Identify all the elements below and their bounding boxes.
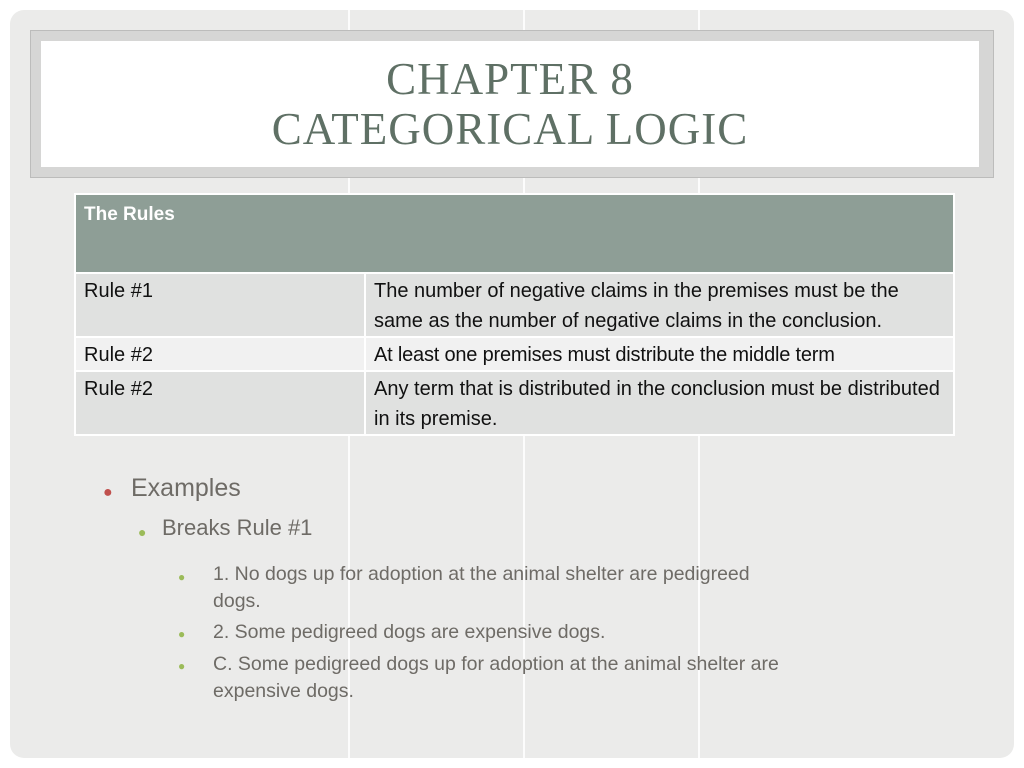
title-line-2: CATEGORICAL LOGIC: [271, 104, 749, 154]
list-item-line: expensive dogs.: [213, 680, 354, 702]
rule-label: Rule #2: [75, 371, 365, 435]
table-row: [75, 371, 954, 435]
bullet-dot-icon: ●: [178, 659, 186, 673]
rule-label: Rule #1: [75, 273, 365, 337]
bullet-level1: Examples: [131, 474, 241, 502]
table-header-row: [75, 194, 954, 273]
bullet-dot-icon: ●: [178, 570, 186, 584]
list-item-line: dogs.: [213, 590, 261, 612]
title-line-1: CHAPTER 8: [386, 54, 634, 104]
rule-label: Rule #2: [75, 337, 365, 371]
list-item-line: C. Some pedigreed dogs up for adoption at the animal shelter are: [213, 653, 779, 675]
table-header: The Rules: [75, 194, 954, 273]
title-frame: [30, 30, 994, 178]
bullet-dot-icon: ●: [138, 524, 147, 540]
list-item-line: 1. No dogs up for adoption at the animal shelter are pedigreed: [213, 563, 750, 585]
table-row: [75, 273, 954, 337]
rule-text: At least one premises must distribute the middle term: [365, 337, 954, 371]
table-row: [75, 337, 954, 371]
bullet-dot-icon: ●: [178, 627, 186, 641]
rule-text: Any term that is distributed in the conclusion must be distributed in its premise.: [365, 371, 954, 435]
bullet-level2: Breaks Rule #1: [162, 515, 313, 540]
list-item-line: 2. Some pedigreed dogs are expensive dogs.: [213, 621, 606, 643]
rules-table: [74, 193, 955, 436]
rule-text: The number of negative claims in the premises must be the same as the number of negative claims in the conclusion.: [365, 273, 954, 337]
bullet-dot-icon: ●: [103, 484, 113, 501]
title-box: [41, 41, 979, 167]
